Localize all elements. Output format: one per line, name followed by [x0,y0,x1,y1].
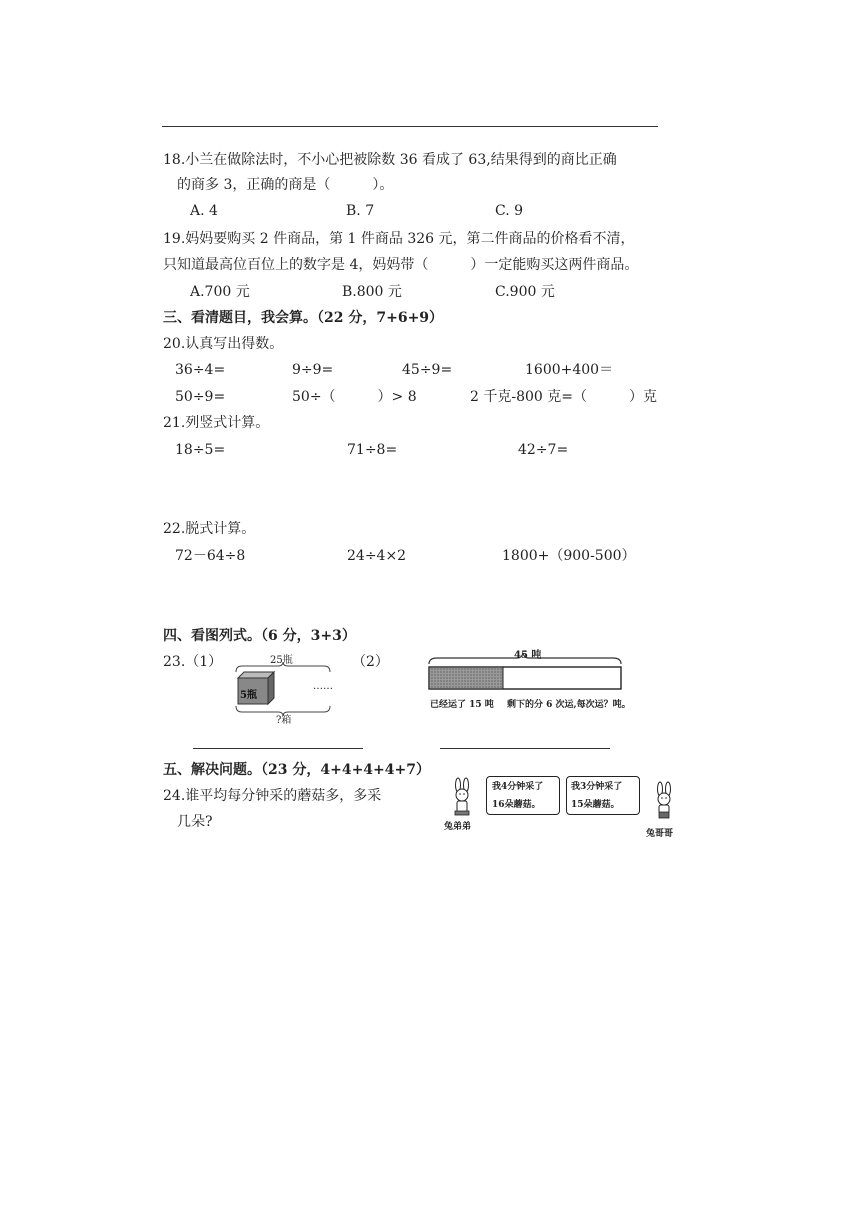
bubble1-line1: 我4分钟采了 [492,782,544,792]
q20-item: 45÷9= [402,362,453,378]
bubble2-line2: 15朵蘑菇。 [571,800,620,810]
q21-item: 18÷5= [175,442,226,458]
q22-item: 1800+（900-500） [502,548,636,564]
bubble1-line2: 16朵蘑菇。 [492,800,541,810]
q24-line1: 24.谁平均每分钟采的蘑菇多，多采 [163,788,382,804]
q19-line2: 只知道最高位百位上的数字是 4，妈妈带（ ）一定能购买这两件商品。 [163,257,639,273]
header-rule [162,126,658,127]
q20-item: 50÷9= [175,389,226,405]
section3-title: 三、看清题目，我会算。（22 分，7+6+9） [163,310,444,326]
bubble2-line1: 我3分钟采了 [571,782,623,792]
q18-option-a[interactable]: A. 4 [190,203,218,219]
q18-line1: 18.小兰在做除法时，不小心把被除数 36 看成了 63,结果得到的商比正确 [163,152,617,168]
q20-item: 9÷9= [292,362,334,378]
q22-item: 24÷4×2 [347,548,407,564]
q23-fig1-top-label: 25瓶 [270,655,293,666]
q19-option-a[interactable]: A.700 元 [190,284,250,300]
q23-fig2-top-label: 45 吨 [514,650,542,661]
q21-title: 21.列竖式计算。 [163,415,270,431]
bar-transported [429,667,503,689]
q20-item: 36÷4= [175,362,226,378]
section4-title: 四、看图列式。（6 分，3+3） [163,628,356,644]
q20-title: 20.认真写出得数。 [163,336,284,352]
q22-item: 72－64÷8 [175,548,246,564]
q23-fig1-box-label: 5瓶 [240,690,257,701]
q24-line2: 几朵? [177,814,213,830]
q23-fig1-dots: …… [313,681,333,692]
rabbit2-name: 兔哥哥 [646,829,674,839]
answer-line-2[interactable] [440,748,610,749]
q20-item: 2 千克-800 克=（ ）克 [470,389,657,405]
q21-item: 71÷8= [347,442,398,458]
q18-line2: 的商多 3，正确的商是（ ）。 [177,177,394,193]
q21-item: 42÷7= [518,442,569,458]
q23-label: 23.（1） [163,654,223,670]
q20-item: 1600+400＝ [525,362,614,378]
q23-part2-label: （2） [352,654,389,670]
q18-option-b[interactable]: B. 7 [346,203,375,219]
q23-fig1-bottom-label: ?箱 [276,715,292,726]
q20-item: 50÷（ ）> 8 [292,389,417,405]
answer-line-1[interactable] [193,748,363,749]
q23-fig2-right-label: 剩下的分 6 次运,每次运？吨。 [507,700,631,710]
rabbit-icon [446,777,478,819]
q19-option-b[interactable]: B.800 元 [342,284,402,300]
q22-title: 22.脱式计算。 [163,521,256,537]
section5-title: 五、解决问题。（23 分，4+4+4+4+7） [163,762,430,778]
q19-option-c[interactable]: C.900 元 [495,284,555,300]
q18-option-c[interactable]: C. 9 [495,203,524,219]
box-side-face [268,672,274,704]
rabbit1-name: 兔弟弟 [444,822,472,832]
q19-line1: 19.妈妈要购买 2 件商品，第 1 件商品 326 元，第二件商品的价格看不清， [163,231,635,247]
q23-fig2-left-label: 已经运了 15 吨 [430,700,494,710]
rabbit-icon [648,781,680,823]
